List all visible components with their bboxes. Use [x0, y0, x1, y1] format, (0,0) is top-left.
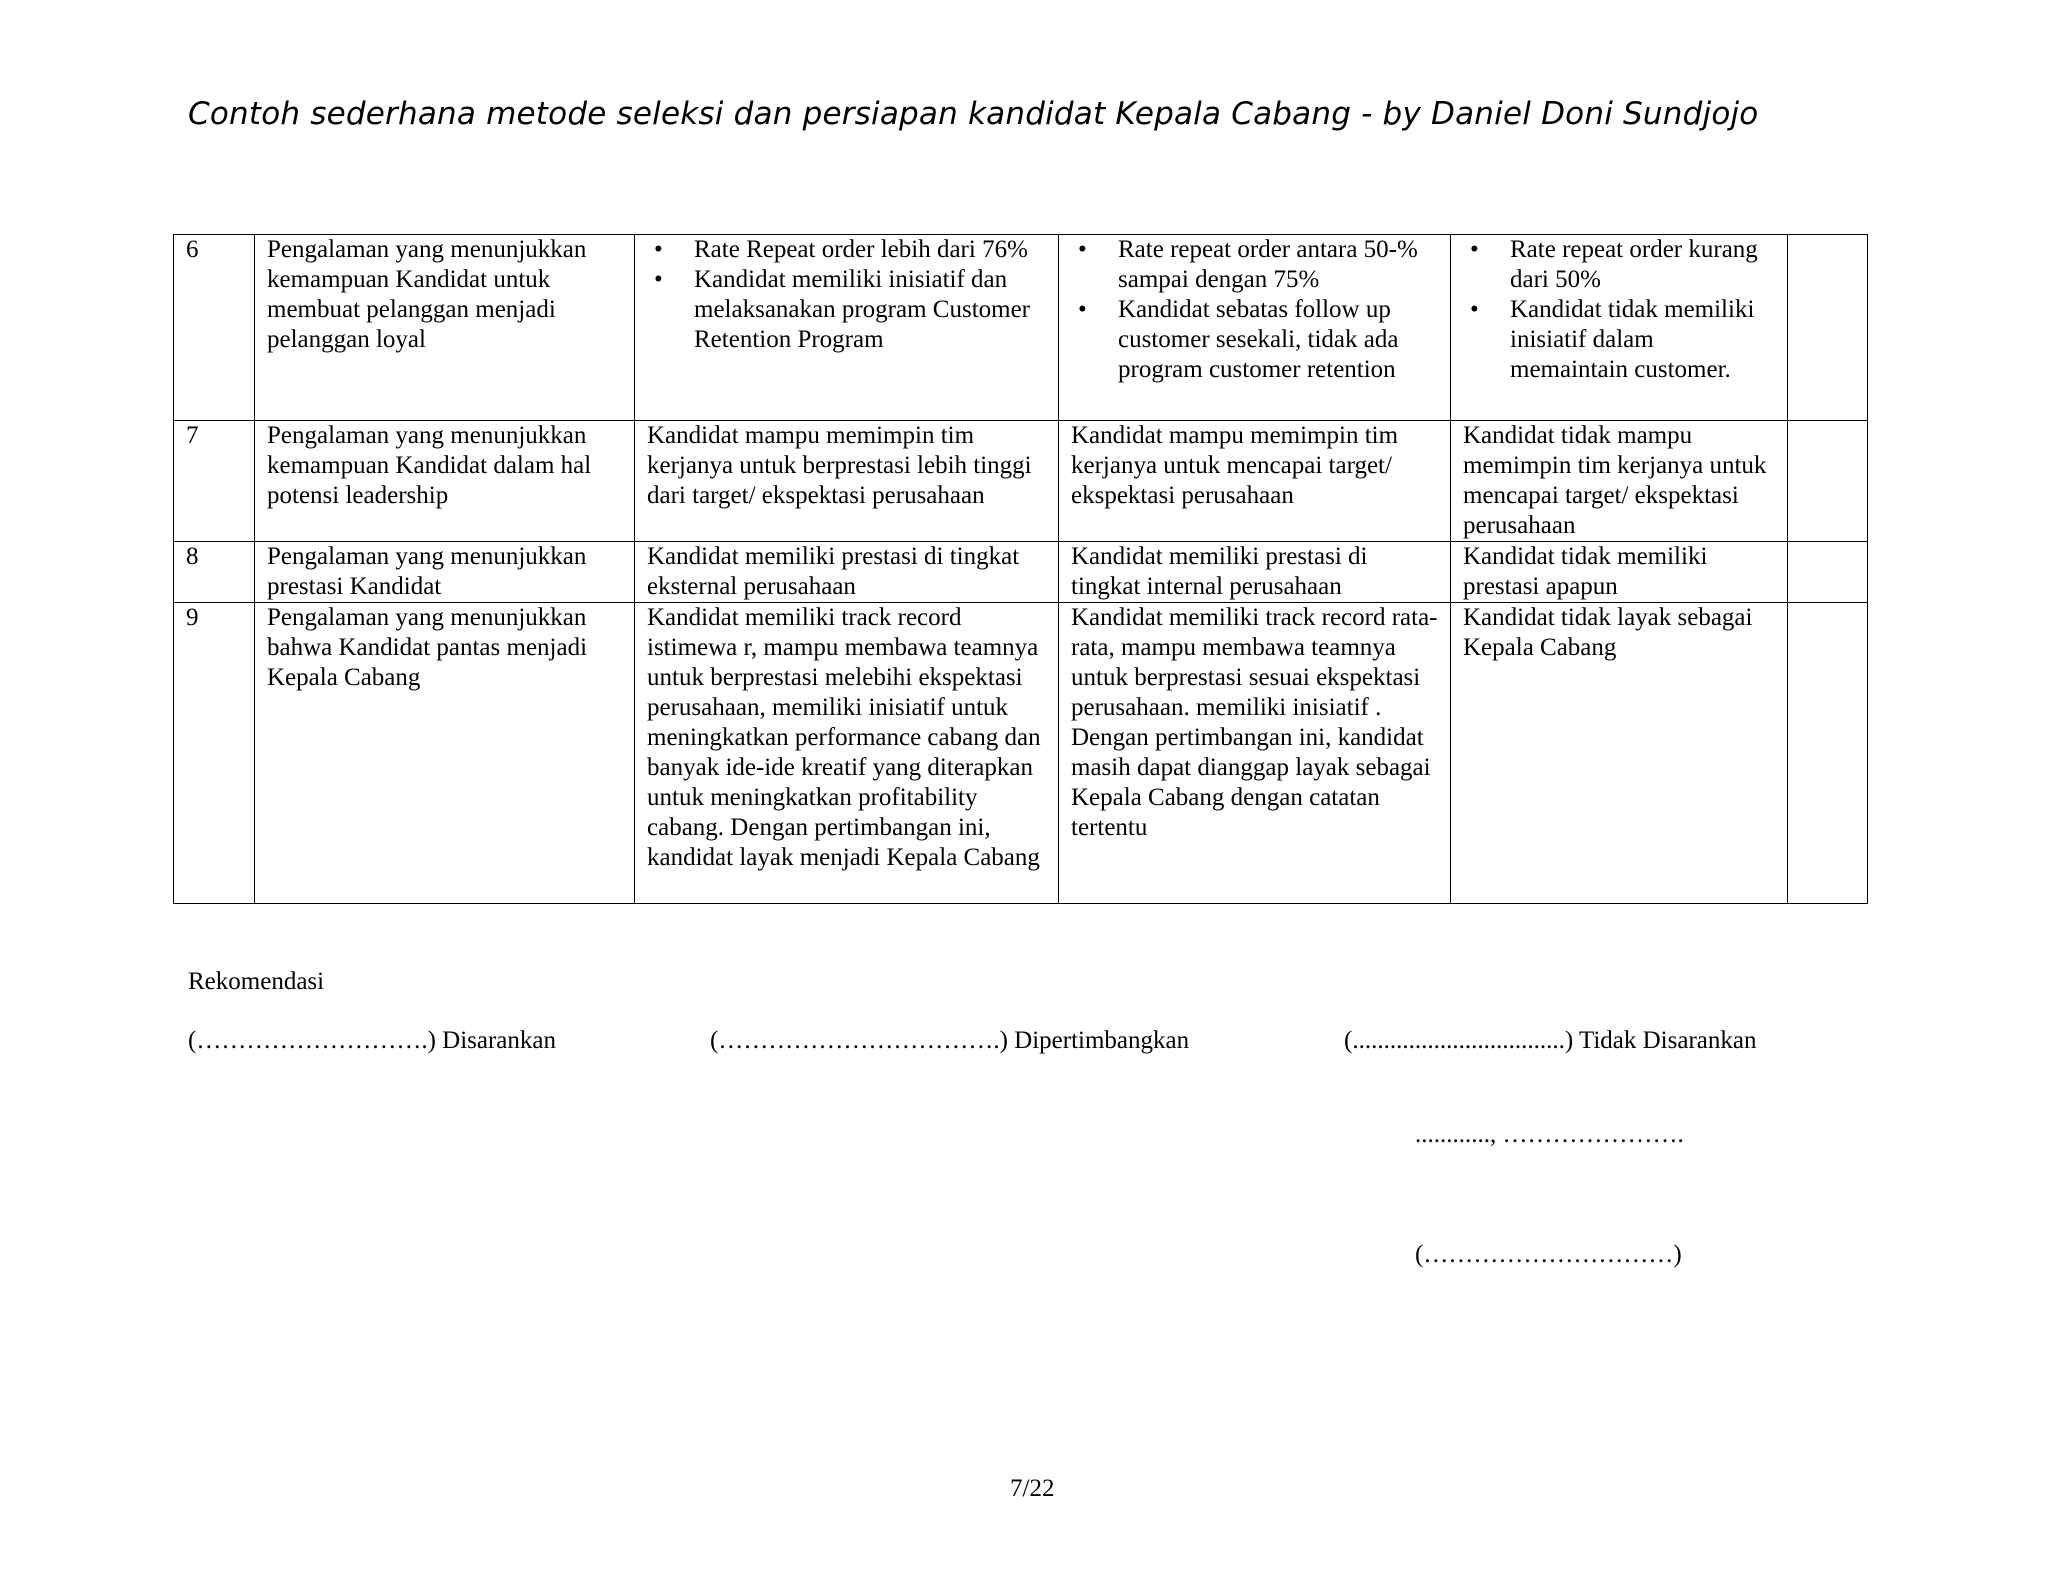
- average-cell: Kandidat memiliki prestasi di tingkat internal perusahaan: [1059, 542, 1451, 603]
- signature-line: (…………………………): [1415, 1241, 1682, 1268]
- assessment-table: [173, 234, 1868, 904]
- bullet-list: [1463, 235, 1775, 385]
- table-row: [174, 542, 1868, 603]
- table-row: [174, 235, 1868, 421]
- score-cell: [1788, 421, 1868, 542]
- criteria-cell: Pengalaman yang menunjukkan kemampuan Kandidat dalam hal potensi leadership: [255, 421, 635, 542]
- row-number: 6: [174, 235, 255, 421]
- criteria-cell: Pengalaman yang menunjukkan bahwa Kandidat pantas menjadi Kepala Cabang: [255, 603, 635, 904]
- criteria-cell: Pengalaman yang menunjukkan kemampuan Kandidat untuk membuat pelanggan menjadi pelanggan loyal: [255, 235, 635, 421]
- row-number: 8: [174, 542, 255, 603]
- criteria-cell: Pengalaman yang menunjukkan prestasi Kandidat: [255, 542, 635, 603]
- list-item: • Kandidat memiliki inisiatif dan melaksanakan program Customer Retention Program: [694, 265, 1046, 355]
- poor-cell: Kandidat tidak layak sebagai Kepala Cabang: [1451, 603, 1788, 904]
- document-header-title: Contoh sederhana metode seleksi dan persiapan kandidat Kepala Cabang - by Daniel Doni Sundjojo: [188, 96, 1759, 132]
- row-number: 7: [174, 421, 255, 542]
- recommendation-heading: Rekomendasi: [188, 968, 325, 995]
- excellent-cell: Kandidat mampu memimpin tim kerjanya untuk berprestasi lebih tinggi dari target/ ekspektasi perusahaan: [635, 421, 1059, 542]
- average-cell: [1059, 235, 1451, 421]
- bullet-list: [647, 235, 1046, 355]
- recommend-option-suggested: (……………………….) Disarankan: [188, 1027, 556, 1054]
- poor-cell: [1451, 235, 1788, 421]
- list-item: • Kandidat tidak memiliki inisiatif dalam memaintain customer.: [1510, 295, 1775, 385]
- list-item: • Kandidat sebatas follow up customer sesekali, tidak ada program customer retention: [1118, 295, 1438, 385]
- score-cell: [1788, 235, 1868, 421]
- table-row: [174, 421, 1868, 542]
- page-number: 7/22: [1010, 1475, 1055, 1502]
- recommend-option-considered: (…………………………….) Dipertimbangkan: [710, 1027, 1190, 1054]
- excellent-cell: Kandidat memiliki track record istimewa r, mampu membawa teamnya untuk berprestasi melebihi ekspektasi perusahaan, memiliki inisiatif untuk meningkatkan performance cabang dan banyak ide-ide kreatif yang diterapkan untuk meningkatkan profitability cabang. Dengan pertimbangan ini, kandidat layak menjadi Kepala Cabang: [635, 603, 1059, 904]
- list-item: • Rate repeat order kurang dari 50%: [1510, 235, 1775, 295]
- list-item: • Rate repeat order antara 50-% sampai dengan 75%: [1118, 235, 1438, 295]
- average-cell: Kandidat memiliki track record rata-rata, mampu membawa teamnya untuk berprestasi sesuai ekspektasi perusahaan. memiliki inisiatif . Dengan pertimbangan ini, kandidat masih dapat dianggap layak sebagai Kepala Cabang dengan catatan tertentu: [1059, 603, 1451, 904]
- poor-cell: Kandidat tidak mampu memimpin tim kerjanya untuk mencapai target/ ekspektasi perusahaan: [1451, 421, 1788, 542]
- excellent-cell: Kandidat memiliki prestasi di tingkat eksternal perusahaan: [635, 542, 1059, 603]
- table-row: [174, 603, 1868, 904]
- row-number: 9: [174, 603, 255, 904]
- excellent-cell: [635, 235, 1059, 421]
- score-cell: [1788, 542, 1868, 603]
- bullet-list: [1071, 235, 1438, 385]
- list-item: • Rate Repeat order lebih dari 76%: [694, 235, 1046, 265]
- average-cell: Kandidat mampu memimpin tim kerjanya untuk mencapai target/ ekspektasi perusahaan: [1059, 421, 1451, 542]
- poor-cell: Kandidat tidak memiliki prestasi apapun: [1451, 542, 1788, 603]
- place-date-line: ............, ………………….: [1415, 1121, 1684, 1148]
- recommend-option-not-suggested: (..................................) Tidak Disarankan: [1344, 1027, 1757, 1054]
- score-cell: [1788, 603, 1868, 904]
